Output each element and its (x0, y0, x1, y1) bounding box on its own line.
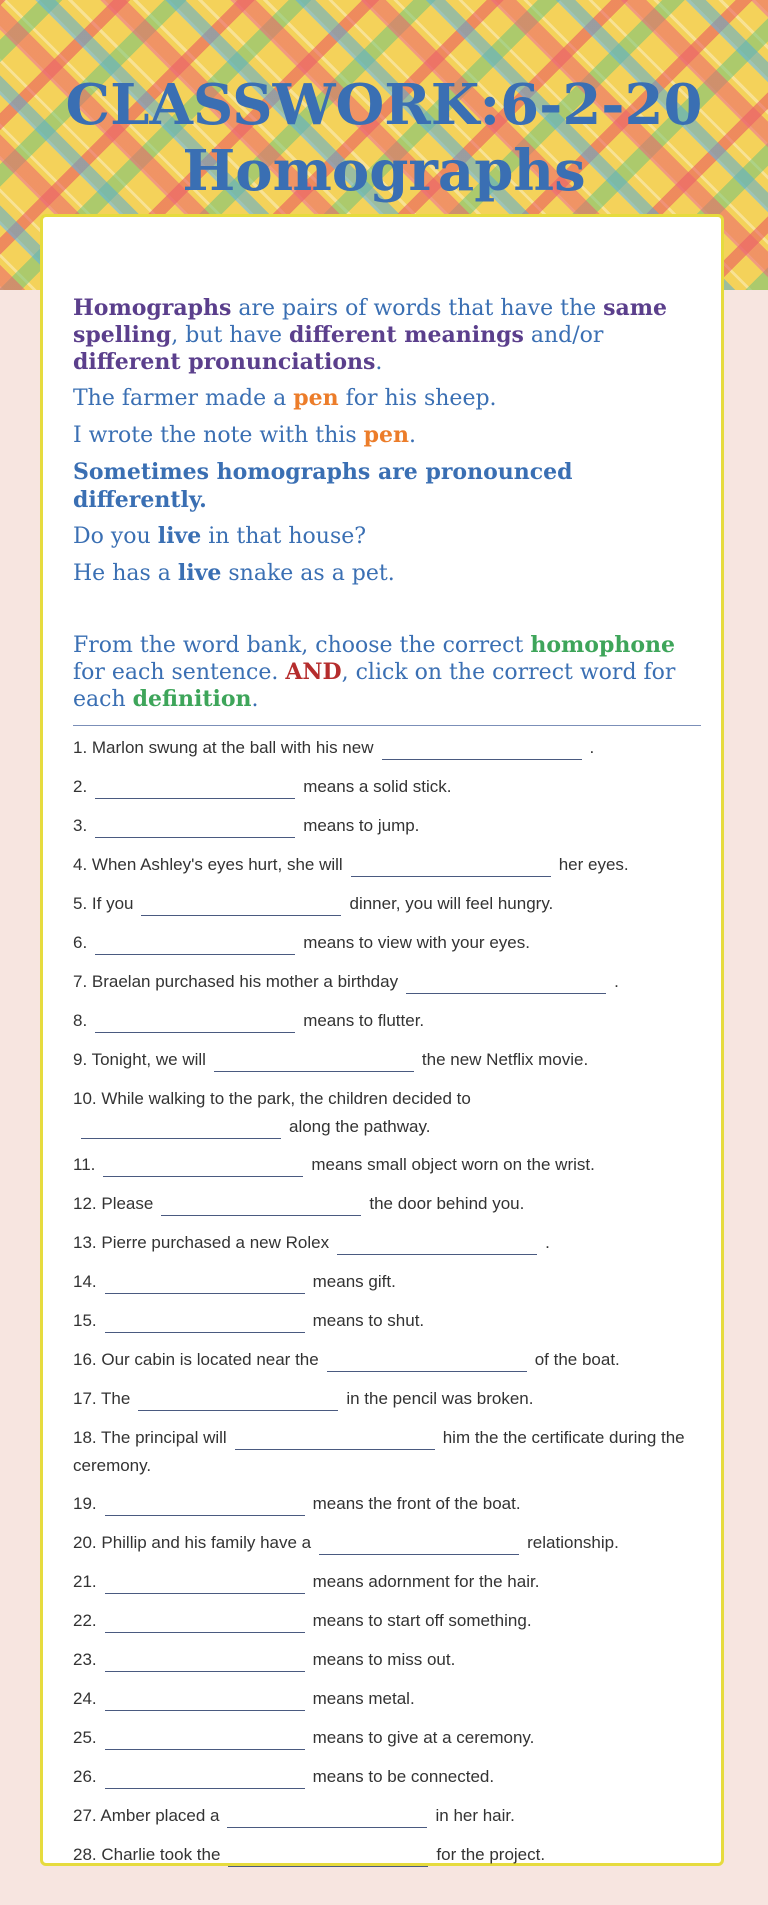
question-text: . (614, 972, 619, 991)
example-sentence-4: He has a live snake as a pet. (73, 560, 395, 586)
question-text: means small object worn on the wrist. (311, 1155, 595, 1174)
question-item-13 (73, 1229, 693, 1268)
question-item-2 (73, 773, 693, 812)
question-text: 20. Phillip and his family have a (73, 1533, 312, 1552)
question-text: 3. (73, 816, 88, 835)
question-text: means a solid stick. (303, 777, 452, 796)
question-text: 14. (73, 1272, 97, 1291)
question-item-5 (73, 890, 693, 929)
question-text: means to shut. (312, 1311, 425, 1330)
term-different-meanings: different meanings (289, 322, 524, 348)
question-item-14 (73, 1268, 693, 1307)
question-text: 28. Charlie took the (73, 1845, 221, 1864)
question-text: dinner, you will feel hungry. (349, 894, 554, 913)
highlight-live: live (177, 560, 222, 586)
pronunciation-note: Sometimes homographs are pronounced differently. (73, 459, 573, 513)
question-text: the door behind you. (369, 1194, 525, 1213)
question-text: 10. While walking to the park, the children decided to (73, 1089, 471, 1108)
question-text: of the boat. (534, 1350, 620, 1369)
divider (73, 725, 701, 726)
answer-blank-4[interactable] (351, 854, 551, 877)
highlight-live: live (157, 523, 202, 549)
example-sentence-2: I wrote the note with this pen. (73, 422, 416, 448)
question-item-27 (73, 1802, 693, 1841)
question-item-11 (73, 1151, 693, 1190)
question-text: 27. Amber placed a (73, 1806, 220, 1825)
term-homographs: Homographs (73, 295, 232, 321)
highlight-pen: pen (363, 422, 409, 448)
question-text: means to be connected. (312, 1767, 495, 1786)
question-item-1 (73, 734, 693, 773)
question-text: 18. The principal will (73, 1428, 227, 1447)
question-item-15 (73, 1307, 693, 1346)
question-item-10 (73, 1085, 693, 1151)
question-text: 19. (73, 1494, 97, 1513)
answer-blank-1[interactable] (382, 737, 582, 760)
answer-blank-3[interactable] (95, 815, 295, 838)
question-text: in the pencil was broken. (346, 1389, 534, 1408)
highlight-homophone: homophone (530, 632, 676, 658)
question-text: means to view with your eyes. (303, 933, 530, 952)
question-text: her eyes. (558, 855, 629, 874)
question-text: 15. (73, 1311, 97, 1330)
answer-blank-26[interactable] (105, 1766, 305, 1789)
question-item-3 (73, 812, 693, 851)
question-list (73, 734, 693, 1880)
answer-blank-20[interactable] (319, 1532, 519, 1555)
question-item-9 (73, 1046, 693, 1085)
answer-blank-25[interactable] (105, 1727, 305, 1750)
worksheet-card (40, 214, 724, 1866)
worksheet-content (73, 295, 693, 1880)
question-text: means metal. (312, 1689, 415, 1708)
question-text: . (545, 1233, 550, 1252)
question-text: in her hair. (435, 1806, 515, 1825)
question-item-25 (73, 1724, 693, 1763)
answer-blank-14[interactable] (105, 1271, 305, 1294)
answer-blank-5[interactable] (141, 893, 341, 916)
answer-blank-23[interactable] (105, 1649, 305, 1672)
question-text: means gift. (312, 1272, 396, 1291)
question-text: 11. (73, 1155, 96, 1174)
highlight-definition: definition (132, 686, 252, 712)
instructions: From the word bank, choose the correct homophone for each sentence. AND, click on the correct word for each definition. (73, 632, 676, 712)
question-text: means to give at a ceremony. (312, 1728, 535, 1747)
question-text: 8. (73, 1011, 88, 1030)
question-text: 6. (73, 933, 88, 952)
answer-blank-7[interactable] (406, 971, 606, 994)
answer-blank-22[interactable] (105, 1610, 305, 1633)
example-sentence-3: Do you live in that house? (73, 523, 367, 549)
answer-blank-17[interactable] (138, 1388, 338, 1411)
answer-blank-8[interactable] (95, 1010, 295, 1033)
answer-blank-28[interactable] (228, 1844, 428, 1867)
answer-blank-21[interactable] (105, 1571, 305, 1594)
question-item-6 (73, 929, 693, 968)
question-item-21 (73, 1568, 693, 1607)
question-text: along the pathway. (289, 1117, 431, 1136)
question-text: 25. (73, 1728, 97, 1747)
question-item-28 (73, 1841, 693, 1880)
term-different-pronunciations: different pronunciations (73, 349, 376, 375)
question-text: means to jump. (303, 816, 420, 835)
question-item-18 (73, 1424, 693, 1490)
question-item-23 (73, 1646, 693, 1685)
highlight-and: AND (285, 659, 342, 685)
question-text: 21. (73, 1572, 97, 1591)
question-item-7 (73, 968, 693, 1007)
answer-blank-24[interactable] (105, 1688, 305, 1711)
question-text: means adornment for the hair. (312, 1572, 540, 1591)
question-item-16 (73, 1346, 693, 1385)
question-text: 1. Marlon swung at the ball with his new (73, 738, 374, 757)
question-text: 22. (73, 1611, 97, 1630)
question-text: 12. Please (73, 1194, 154, 1213)
question-text: him the the certificate during the ceremony. (73, 1428, 685, 1475)
answer-blank-6[interactable] (95, 932, 295, 955)
question-text: 16. Our cabin is located near the (73, 1350, 319, 1369)
question-text: 26. (73, 1767, 97, 1786)
question-text: 23. (73, 1650, 97, 1669)
answer-blank-15[interactable] (105, 1310, 305, 1333)
question-text: means to flutter. (303, 1011, 425, 1030)
question-item-20 (73, 1529, 693, 1568)
answer-blank-12[interactable] (161, 1193, 361, 1216)
page-title: CLASSWORK:6-2-20 Homographs (65, 72, 703, 204)
answer-blank-16[interactable] (327, 1349, 527, 1372)
question-item-19 (73, 1490, 693, 1529)
intro-paragraph (73, 295, 693, 376)
question-text: means to miss out. (312, 1650, 456, 1669)
question-text: 4. When Ashley's eyes hurt, she will (73, 855, 343, 874)
answer-blank-11[interactable] (103, 1154, 303, 1177)
answer-blank-13[interactable] (337, 1232, 537, 1255)
question-item-22 (73, 1607, 693, 1646)
question-item-12 (73, 1190, 693, 1229)
question-text: 17. The (73, 1389, 131, 1408)
question-text: 9. Tonight, we will (73, 1050, 206, 1069)
question-item-17 (73, 1385, 693, 1424)
question-text: the new Netflix movie. (421, 1050, 589, 1069)
answer-blank-27[interactable] (227, 1805, 427, 1828)
question-text: means to start off something. (312, 1611, 532, 1630)
question-text: 2. (73, 777, 88, 796)
intro-text: are pairs of words that have the (231, 296, 604, 321)
answer-blank-9[interactable] (214, 1049, 414, 1072)
question-text: relationship. (527, 1533, 619, 1552)
highlight-pen: pen (293, 385, 339, 411)
question-item-26 (73, 1763, 693, 1802)
answer-blank-2[interactable] (95, 776, 295, 799)
answer-blank-19[interactable] (105, 1493, 305, 1516)
question-text: . (589, 738, 595, 757)
answer-blank-10[interactable] (81, 1116, 281, 1139)
intro-text: and/or (523, 323, 604, 348)
question-text: means the front of the boat. (312, 1494, 521, 1513)
term-same-spelling: same spelling (73, 295, 668, 348)
question-text: 24. (73, 1689, 97, 1708)
intro-text: . (375, 350, 383, 375)
intro-text: , but have (171, 323, 290, 348)
question-text: 5. If you (73, 894, 134, 913)
question-text: 13. Pierre purchased a new Rolex (73, 1233, 330, 1252)
question-text: 7. Braelan purchased his mother a birthday (73, 972, 399, 991)
question-text: for the project. (436, 1845, 546, 1864)
question-item-24 (73, 1685, 693, 1724)
example-sentence-1: The farmer made a pen for his sheep. (73, 385, 497, 411)
answer-blank-18[interactable] (235, 1427, 435, 1450)
question-item-8 (73, 1007, 693, 1046)
question-item-4 (73, 851, 693, 890)
